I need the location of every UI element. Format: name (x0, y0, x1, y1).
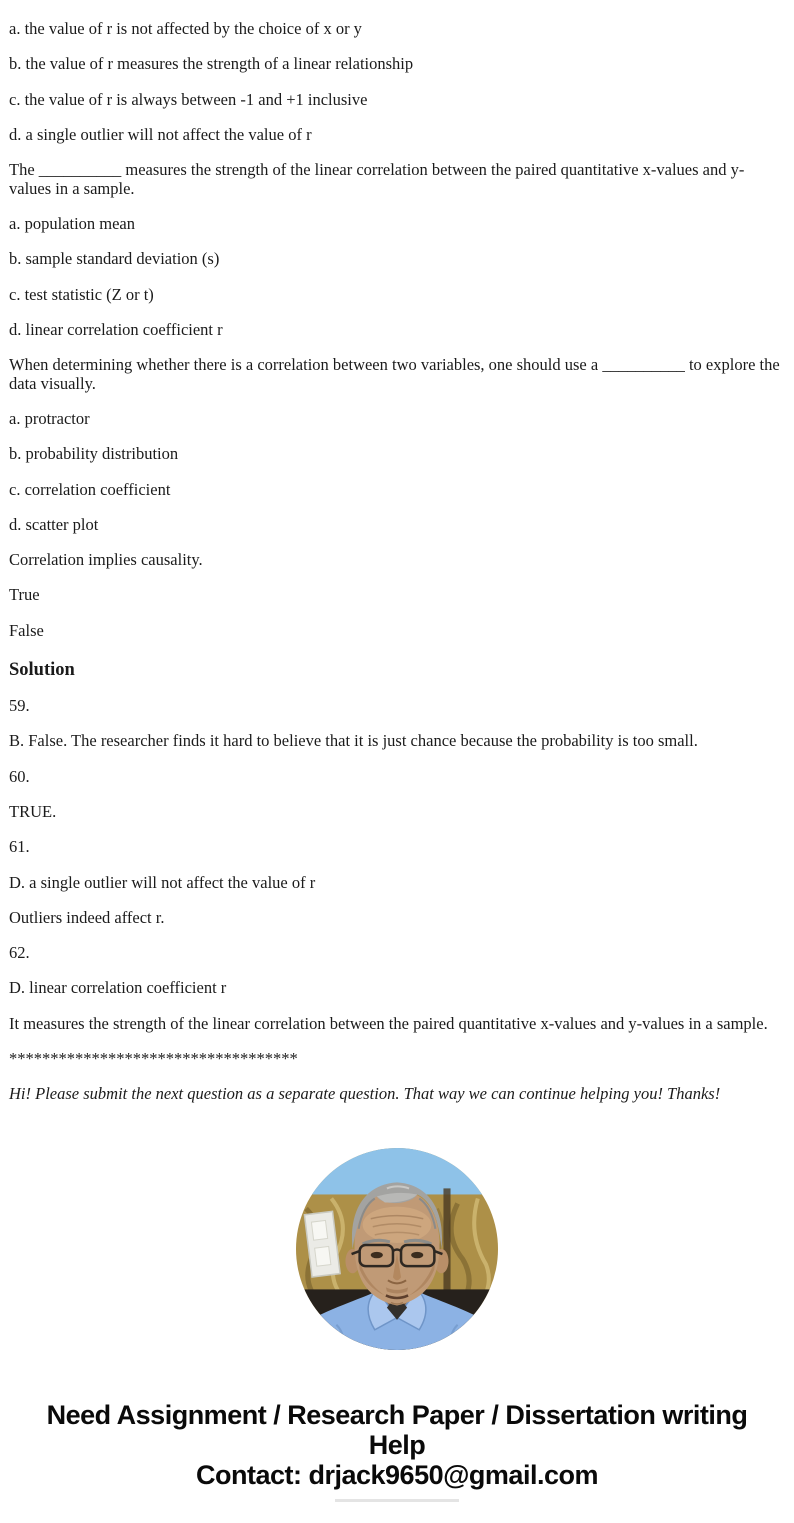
solution-heading: Solution (9, 660, 75, 681)
document-paragraph: The __________ measures the strength of the linear correlation between the paired quantitative x-values and y-values in a sample. (9, 160, 745, 198)
document-paragraph: d. a single outlier will not affect the value of r (9, 124, 312, 144)
document-paragraph: Correlation implies causality. (9, 550, 203, 570)
document-paragraph: c. correlation coefficient (9, 479, 171, 499)
document-paragraph: d. linear correlation coefficient r (9, 319, 223, 339)
document-paragraph: 62. (9, 943, 30, 963)
document-paragraph: a. population mean (9, 213, 136, 233)
document-paragraph: When determining whether there is a correlation between two variables, one should use a __________ to explore the data visually. (9, 355, 780, 393)
document-paragraph: a. the value of r is not affected by the choice of x or y (9, 19, 362, 38)
footer (0, 1400, 794, 1502)
document-paragraph: Hi! Please submit the next question as a separate question. That way we can continue helping you! Thanks! (9, 1084, 721, 1104)
tutor-photo-container (0, 1148, 794, 1350)
document-paragraph: D. a single outlier will not affect the value of r (9, 872, 316, 892)
document-paragraph: B. False. The researcher finds it hard to believe that it is just chance because the probability is too small. (9, 731, 698, 751)
document-paragraph: Outliers indeed affect r. (9, 907, 165, 927)
document-paragraph: b. the value of r measures the strength of a linear relationship (9, 54, 414, 74)
document-paragraph: D. linear correlation coefficient r (9, 978, 227, 998)
document-paragraph: c. test statistic (Z or t) (9, 284, 154, 304)
document-paragraph: c. the value of r is always between -1 and +1 inclusive (9, 89, 368, 109)
bottom-spacer (0, 1502, 794, 1518)
document-paragraph: a. protractor (9, 408, 90, 428)
document-paragraph: *********************************** (9, 1049, 298, 1069)
document-paragraph: True (9, 585, 40, 605)
document-paragraph: 59. (9, 696, 30, 716)
document-paragraph: d. scatter plot (9, 514, 99, 534)
document-paragraph: False (9, 620, 44, 640)
document-paragraph: TRUE. (9, 801, 57, 821)
document-paragraph: 60. (9, 766, 30, 786)
footer-contact-email: Contact: drjack9650@gmail.com (196, 1459, 598, 1490)
document-paragraph: 61. (9, 837, 30, 857)
document-paragraph: It measures the strength of the linear correlation between the paired quantitative x-values and y-values in a sample. (9, 1013, 768, 1033)
footer-headline: Need Assignment / Research Paper / Dissertation writing Help (46, 1399, 748, 1460)
document-paragraph: b. probability distribution (9, 444, 179, 464)
tutor-photo (296, 1148, 498, 1350)
document-paragraph: b. sample standard deviation (s) (9, 249, 220, 269)
